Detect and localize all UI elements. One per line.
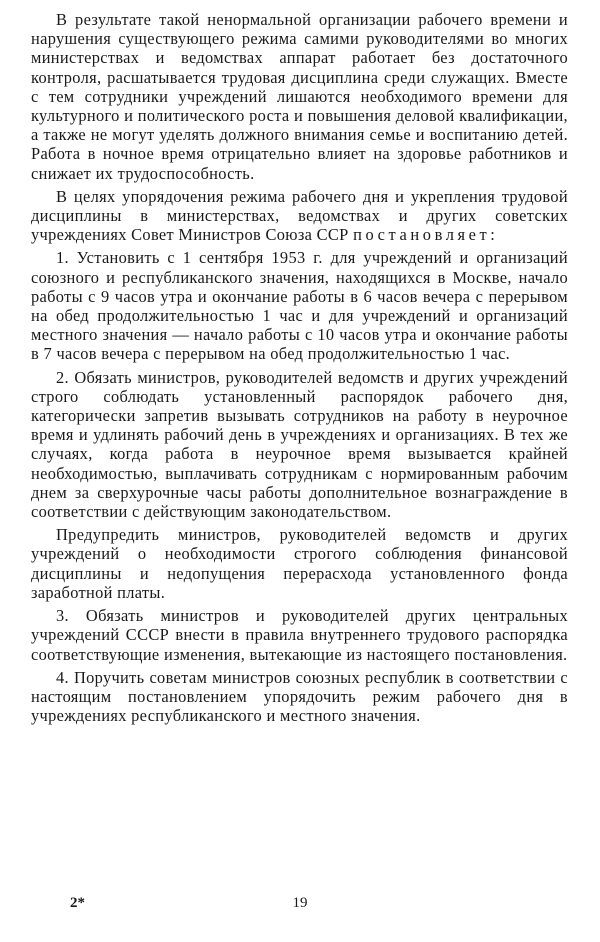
paragraph-item-2: 2. Обязать министров, руководителей ведомств и других учреждений строго соблюдать установленный распорядок рабочего дня, категорически запретив вызывать сотрудников на работу в неурочное время и удлинять рабочий день в учреждениях и организациях. В тех же случаях, когда работа в неурочное время вызывается крайней необходимостью, выплачивать сотрудникам с нормированным рабочим днем за сверхурочные часы работы дополнительное вознаграждение в соответствии с действующим законодательством. xyxy=(31,367,568,522)
paragraph-item-1: 1. Установить с 1 сентября 1953 г. для учреждений и организаций союзного и республиканского значения, находящихся в Москве, начало работы с 9 часов утра и окончание работы в 6 часов вечера с перерывом на обед продолжительностью 1 час и для учреждений и организаций местного значения — начало работы с 10 часов утра и окончание работы в 7 часов вечера с перерывом на обед продолжительностью 1 час. xyxy=(31,248,568,364)
body-text xyxy=(31,10,568,725)
paragraph-item-3: 3. Обязать министров и руководителей других центральных учреждений СССР внести в правила внутреннего трудового распорядка соответствующие изменения, вытекающие из настоящего постановления. xyxy=(31,606,568,664)
paragraph-item-4: 4. Поручить советам министров союзных республик в соответствии с настоящим постановлением упорядочить режим рабочего дня в учреждениях республиканского и местного значения. xyxy=(31,667,568,726)
paragraph-preamble xyxy=(31,187,568,245)
paragraph-warning: Предупредить министров, руководителей ведомств и других учреждений о необходимости строгого соблюдения финансовой дисциплины и недопущения перерасхода установленного фонда заработной платы. xyxy=(31,525,568,602)
signature-mark: 2* xyxy=(70,895,85,911)
resolution-word: постановляет: xyxy=(353,225,499,245)
preamble-text: В целях упорядочения режима рабочего дня и укрепления трудовой дисциплины в министерствах, ведомствах и других советских учреждениях Совет Министров Союза ССР xyxy=(31,186,568,245)
paragraph-consequences: В результате такой ненормальной организации рабочего времени и нарушения существующего режима самими руководителями во многих министерствах и ведомствах аппарат работает без достаточного контроля, расшатывается трудовая дисциплина среди служащих. Вместе с тем сотрудники учреждений лишаются необходимого времени для культурного и политического роста и повышения деловой квалификации, а также не могут уделять должного внимания семье и воспитанию детей. Работа в ночное время отрицательно влияет на здоровье работников и снижает их трудоспособность. xyxy=(31,10,568,183)
page-number: 19 xyxy=(292,895,308,911)
